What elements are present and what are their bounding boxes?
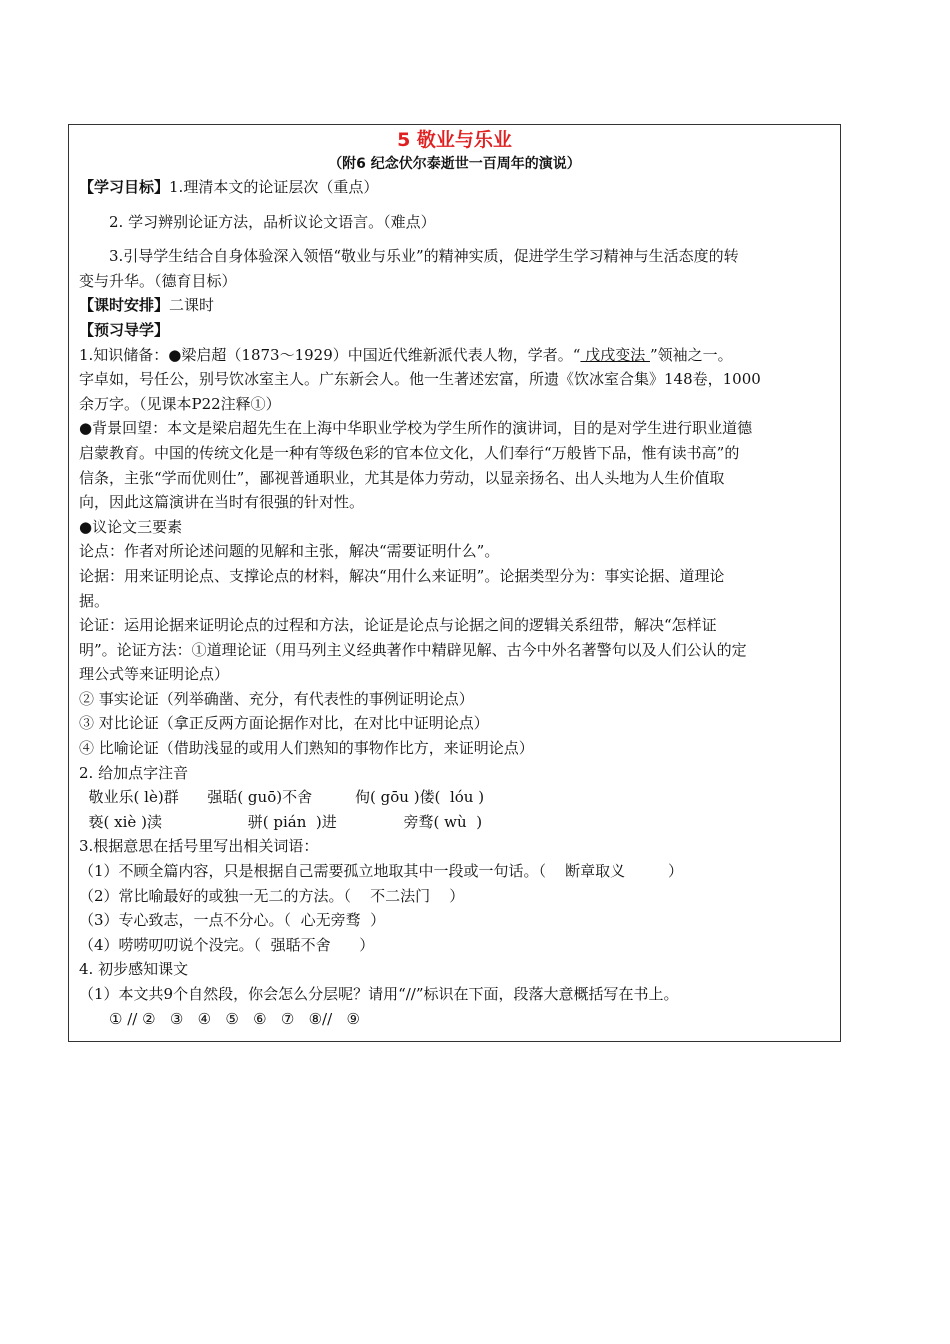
- pinyin-word: 骈( pián )进: [247, 812, 337, 831]
- vocab-q3: （3）专心致志，一点不分心。（ 心无旁骛 ）: [79, 911, 386, 930]
- method-contrast: ③ 对比论证（拿正反两方面论据作对比，在对比中证明论点）: [79, 714, 489, 733]
- objective-2: 2. 学习辨别论证方法，品析议论文语言。（难点）: [109, 212, 436, 231]
- thesis-definition: 论点：作者对所论述问题的见解和主张，解决“需要证明什么”。: [79, 542, 500, 561]
- evidence-line1: 论据：用来证明论点、支撑论点的材料，解决“用什么来证明”。论据类型分为：事实论据、道理论: [79, 566, 725, 585]
- vocab-heading: 3.根据意思在括号里写出相关词语：: [79, 837, 319, 856]
- method-fact: ② 事实论证（列举确凿、充分，有代表性的事例证明论点）: [79, 689, 474, 708]
- knowledge-text-end: ”领袖之一。: [649, 345, 733, 364]
- knowledge-line2: 字卓如，号任公，别号饮冰室主人。广东新会人。他一生著述宏富，所遗《饮冰室合集》148卷，1000: [79, 370, 761, 389]
- knowledge-text: 1.知识储备：●梁启超（1873～1929）中国近代维新派代表人物，学者。“: [79, 345, 581, 364]
- vocab-q2: （2）常比喻最好的或独一无二的方法。（ 不二法门 ）: [79, 886, 465, 905]
- page-subtitle: （附6 纪念伏尔泰逝世一百周年的演说）: [328, 156, 581, 172]
- argument-line2: 明”。论证方法：①道理论证（用马列主义经典著作中精辟见解、古今中外名著警句以及人们公认的定: [79, 640, 747, 659]
- objectives-label: 【学习目标】: [79, 178, 170, 196]
- background-line1: ●背景回望：本文是梁启超先生在上海中华职业学校为学生所作的演讲词，目的是对学生进行职业道德: [79, 419, 753, 438]
- pinyin-row-1: [79, 785, 830, 810]
- schedule-value: 二课时: [169, 296, 215, 315]
- objective-1: [79, 175, 830, 200]
- perceive-heading: 4. 初步感知课文: [79, 960, 189, 979]
- objective-3-line1: 3.引导学生结合自身体验深入领悟“敬业与乐业”的精神实质，促进学生学习精神与生活态度的转: [109, 247, 739, 266]
- pinyin-word: 佝( gōu )偻( lóu ): [355, 788, 485, 807]
- background-line3: 信条，主张“学而优则仕”，鄙视普通职业，尤其是体力劳动，以显亲扬名、出人头地为人生价值取: [79, 468, 725, 487]
- evidence-line2: 据。: [79, 591, 110, 610]
- vocab-q4: （4）唠唠叨叨说个没完。（ 强聒不舍 ）: [79, 935, 375, 954]
- background-line4: 向，因此这篇演讲在当时有很强的针对性。: [79, 493, 365, 512]
- method-metaphor: ④ 比喻论证（借助浅显的或用人们熟知的事物作比方，来证明论点）: [79, 739, 534, 758]
- pinyin-word: 旁骛( wù ): [403, 812, 483, 831]
- argument-line3: 理公式等来证明论点）: [79, 665, 230, 684]
- knowledge-line3: 余万字。（见课本P22注释①）: [79, 394, 281, 413]
- elements-heading: ●议论文三要素: [79, 517, 183, 536]
- preview-label: 【预习导学】: [79, 320, 170, 339]
- pinyin-heading: 2. 给加点字注音: [79, 763, 189, 782]
- pinyin-row-2: [79, 810, 830, 835]
- knowledge-line1: [79, 343, 830, 368]
- schedule: [79, 293, 830, 318]
- pinyin-word: 敬业乐( lè)群: [88, 788, 179, 807]
- page-title: 5 敬业与乐业: [397, 129, 512, 151]
- schedule-label: 【课时安排】: [79, 296, 170, 315]
- pinyin-word: 强聒( guō)不舍: [207, 788, 313, 807]
- document-frame: [68, 124, 841, 1042]
- reform-name: 戊戌变法: [580, 345, 650, 364]
- background-line2: 启蒙教育。中国的传统文化是一种有等级色彩的官本位文化，人们奉行“万般皆下品，惟有读书高”的: [79, 443, 740, 462]
- perceive-q1: （1）本文共9个自然段，你会怎么分层呢？请用“//”标识在下面，段落大意概括写在书上。: [79, 985, 679, 1003]
- argument-line1: 论证：运用论据来证明论点的过程和方法，论证是论点与论据之间的逻辑关系纽带，解决“怎样证: [79, 616, 717, 635]
- pinyin-word: 亵( xiè )渎: [88, 812, 162, 831]
- objective-3-line2: 变与升华。（德育目标）: [79, 271, 237, 290]
- vocab-q1: （1）不顾全篇内容，只是根据自己需要孤立地取其中一段或一句话。（ 断章取义 ）: [79, 862, 684, 881]
- objective-1-text: 1.理清本文的论证层次（重点）: [169, 178, 379, 196]
- paragraph-markers: ① // ② ③ ④ ⑤ ⑥ ⑦ ⑧// ⑨: [109, 1009, 360, 1028]
